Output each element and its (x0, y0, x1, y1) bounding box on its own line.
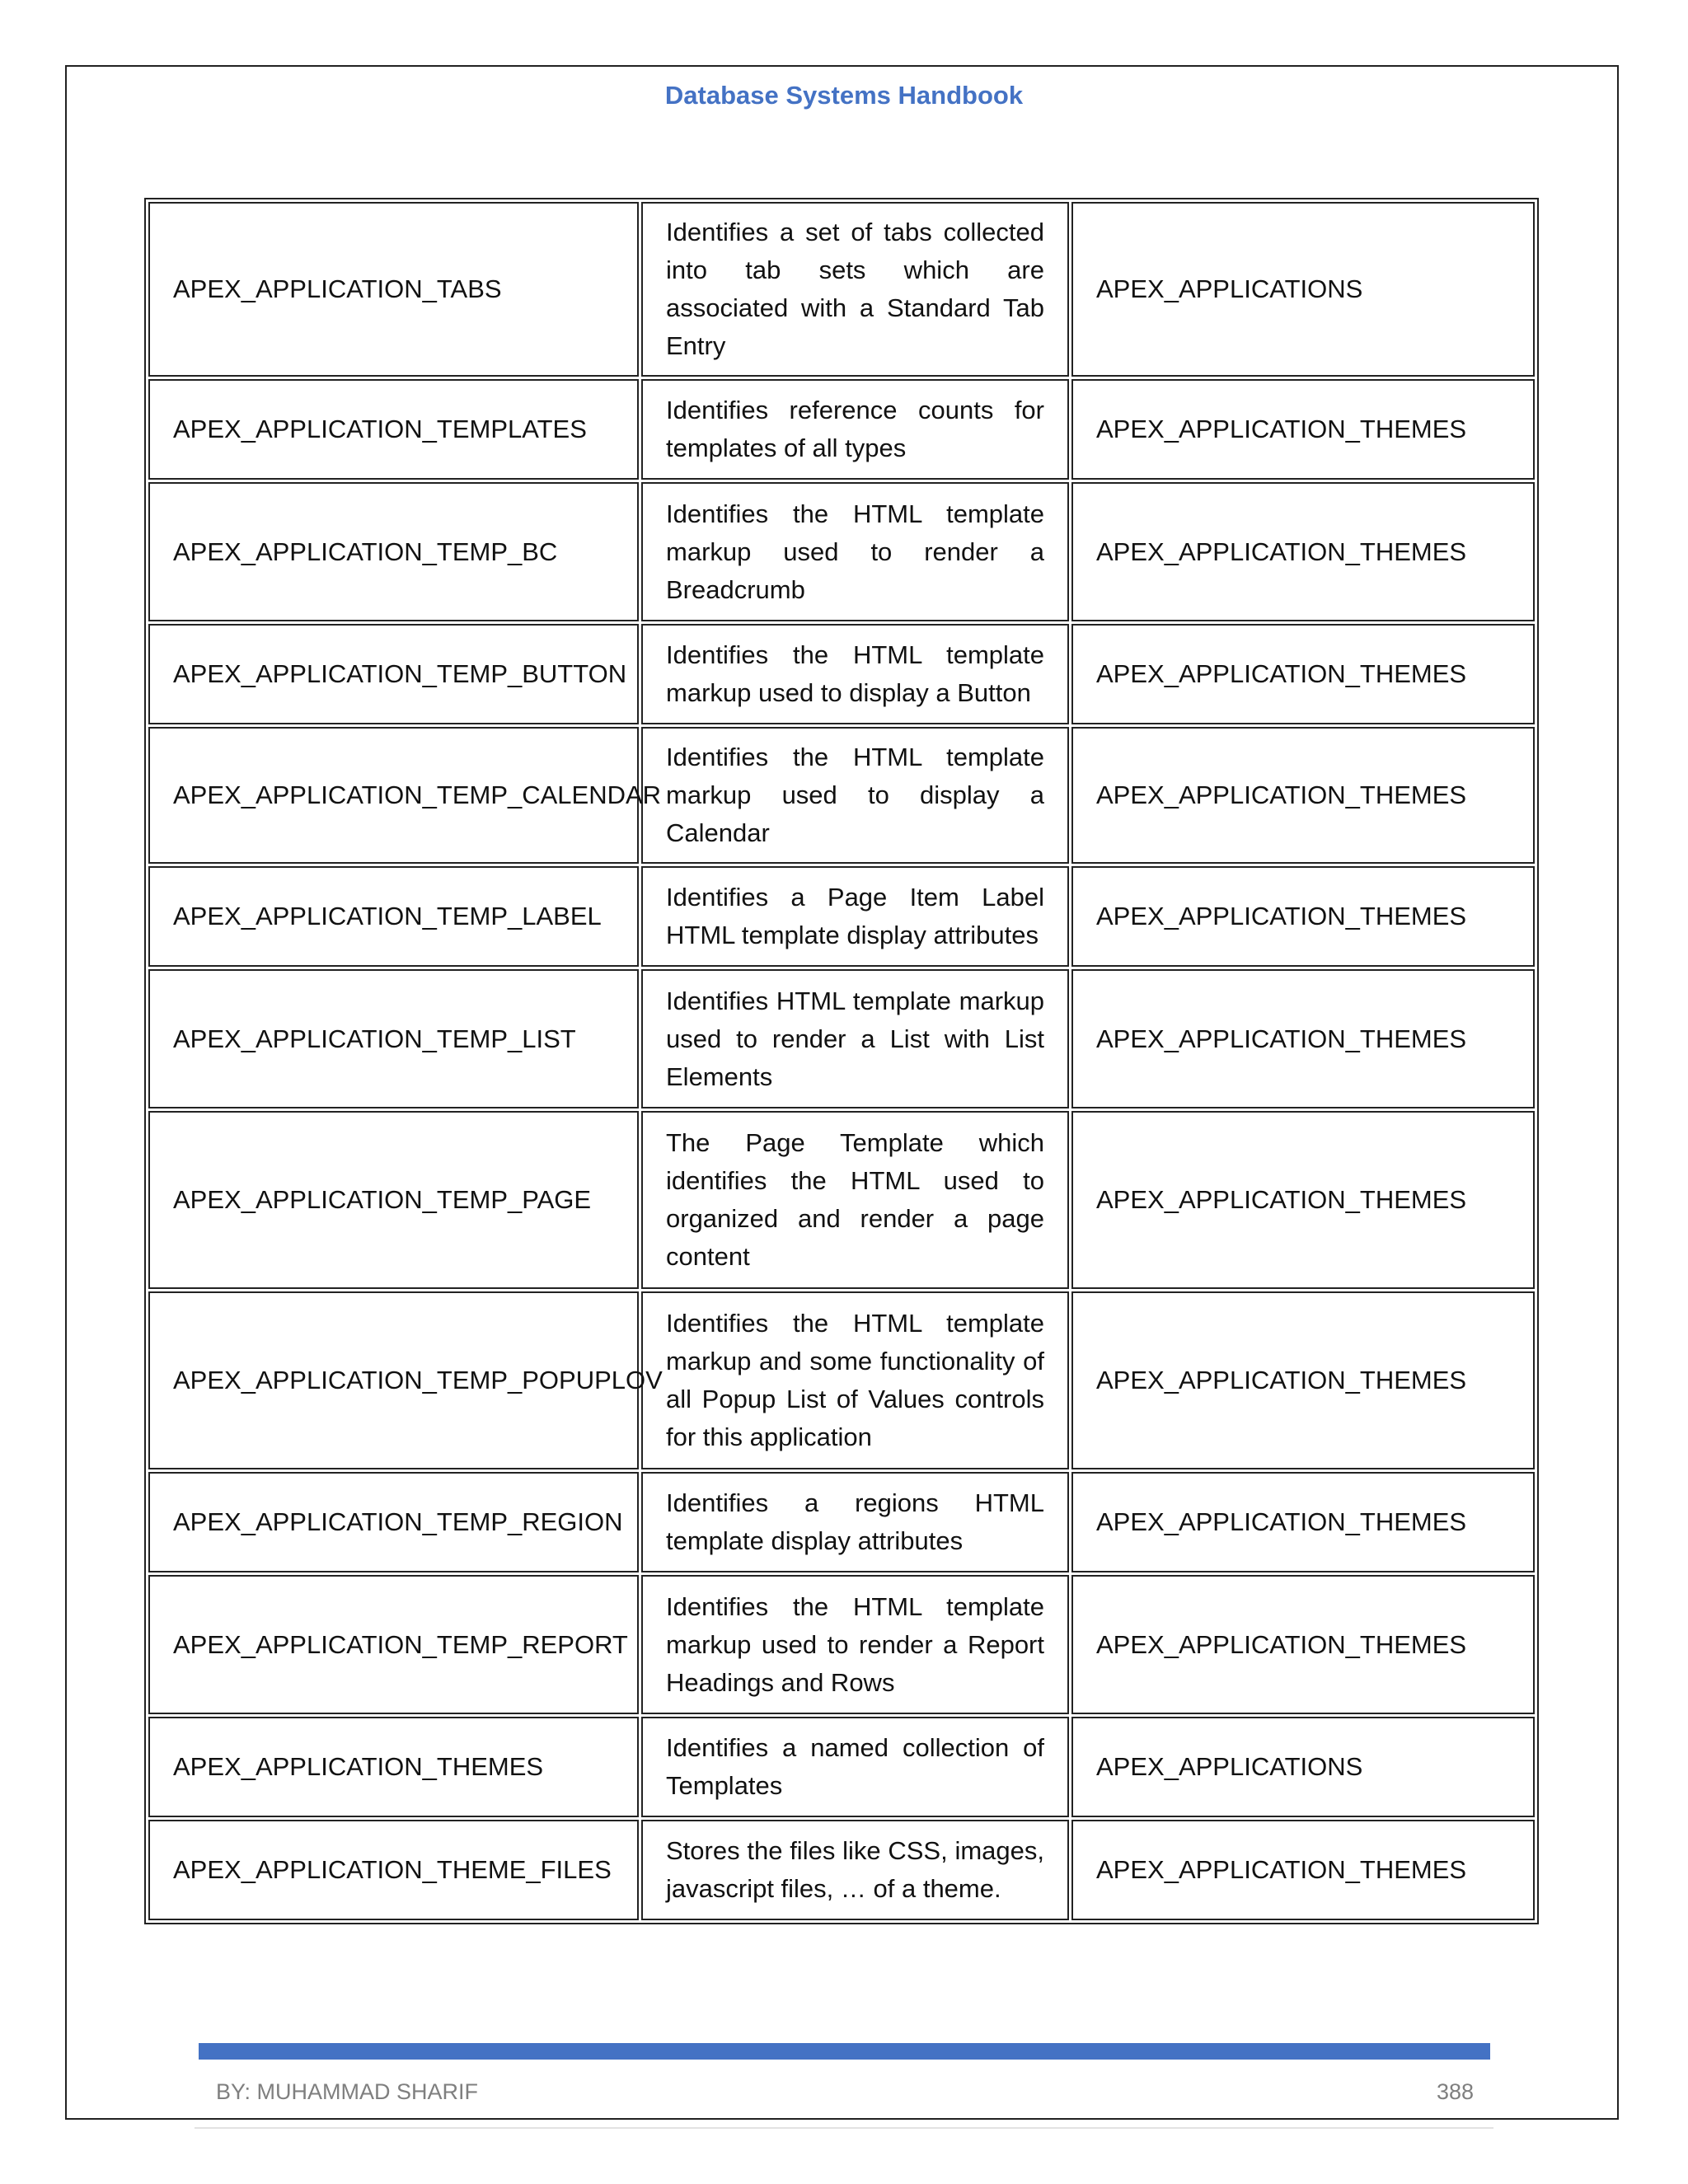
footer-accent-bar (199, 2043, 1490, 2060)
view-name-cell: APEX_APPLICATION_THEME_FILES (148, 1820, 639, 1920)
parent-view-cell: APEX_APPLICATION_THEMES (1071, 866, 1535, 967)
table-row (148, 727, 1535, 864)
view-name-cell: APEX_APPLICATION_TEMP_BUTTON (148, 624, 639, 724)
view-name-cell: APEX_APPLICATION_TEMP_CALENDAR (148, 727, 639, 864)
footer-divider (195, 2127, 1493, 2129)
parent-view-cell: APEX_APPLICATION_THEMES (1071, 1820, 1535, 1920)
parent-view-cell: APEX_APPLICATION_THEMES (1071, 727, 1535, 864)
table-row (148, 379, 1535, 480)
table-row (148, 482, 1535, 621)
view-description-cell: Identifies the HTML template markup and some functionality of all Popup List of Values controls for this application (641, 1291, 1069, 1469)
table-row (148, 1291, 1535, 1469)
table-row (148, 1111, 1535, 1289)
parent-view-cell: APEX_APPLICATIONS (1071, 1717, 1535, 1817)
table-row (148, 1575, 1535, 1714)
table-row (148, 202, 1535, 377)
parent-view-cell: APEX_APPLICATION_THEMES (1071, 969, 1535, 1108)
view-description-cell: Identifies the HTML template markup used to display a Calendar (641, 727, 1069, 864)
page-header-title: Database Systems Handbook (664, 81, 1024, 110)
table-row (148, 624, 1535, 724)
view-name-cell: APEX_APPLICATION_TEMPLATES (148, 379, 639, 480)
view-name-cell: APEX_APPLICATION_TEMP_LABEL (148, 866, 639, 967)
view-name-cell: APEX_APPLICATION_TABS (148, 202, 639, 377)
parent-view-cell: APEX_APPLICATION_THEMES (1071, 1111, 1535, 1289)
table-row (148, 1472, 1535, 1572)
view-name-cell: APEX_APPLICATION_TEMP_POPUPLOV (148, 1291, 639, 1469)
view-description-cell: Identifies a Page Item Label HTML template display attributes (641, 866, 1069, 967)
view-name-cell: APEX_APPLICATION_TEMP_REPORT (148, 1575, 639, 1714)
view-description-cell: Identifies a named collection of Templates (641, 1717, 1069, 1817)
view-name-cell: APEX_APPLICATION_TEMP_LIST (148, 969, 639, 1108)
view-description-cell: Identifies the HTML template markup used to render a Report Headings and Rows (641, 1575, 1069, 1714)
view-description-cell: Identifies a set of tabs collected into tab sets which are associated with a Standard Tab Entry (641, 202, 1069, 377)
view-name-cell: APEX_APPLICATION_TEMP_BC (148, 482, 639, 621)
parent-view-cell: APEX_APPLICATION_THEMES (1071, 379, 1535, 480)
view-description-cell: The Page Template which identifies the HTML used to organized and render a page content (641, 1111, 1069, 1289)
parent-view-cell: APEX_APPLICATION_THEMES (1071, 1472, 1535, 1572)
view-description-cell: Identifies HTML template markup used to render a List with List Elements (641, 969, 1069, 1108)
footer-author: BY: MUHAMMAD SHARIF (216, 2079, 479, 2104)
table-row (148, 1820, 1535, 1920)
view-name-cell: APEX_APPLICATION_THEMES (148, 1717, 639, 1817)
parent-view-cell: APEX_APPLICATION_THEMES (1071, 1575, 1535, 1714)
table-row (148, 1717, 1535, 1817)
table-row (148, 969, 1535, 1108)
parent-view-cell: APEX_APPLICATION_THEMES (1071, 624, 1535, 724)
view-name-cell: APEX_APPLICATION_TEMP_PAGE (148, 1111, 639, 1289)
table-row (148, 866, 1535, 967)
page-number: 388 (1436, 2079, 1474, 2104)
view-name-cell: APEX_APPLICATION_TEMP_REGION (148, 1472, 639, 1572)
parent-view-cell: APEX_APPLICATION_THEMES (1071, 1291, 1535, 1469)
view-description-cell: Identifies reference counts for templates of all types (641, 379, 1069, 480)
apex-views-table (144, 198, 1539, 1924)
parent-view-cell: APEX_APPLICATION_THEMES (1071, 482, 1535, 621)
view-description-cell: Identifies a regions HTML template display attributes (641, 1472, 1069, 1572)
view-description-cell: Stores the files like CSS, images, javascript files, … of a theme. (641, 1820, 1069, 1920)
view-description-cell: Identifies the HTML template markup used to display a Button (641, 624, 1069, 724)
parent-view-cell: APEX_APPLICATIONS (1071, 202, 1535, 377)
view-description-cell: Identifies the HTML template markup used to render a Breadcrumb (641, 482, 1069, 621)
